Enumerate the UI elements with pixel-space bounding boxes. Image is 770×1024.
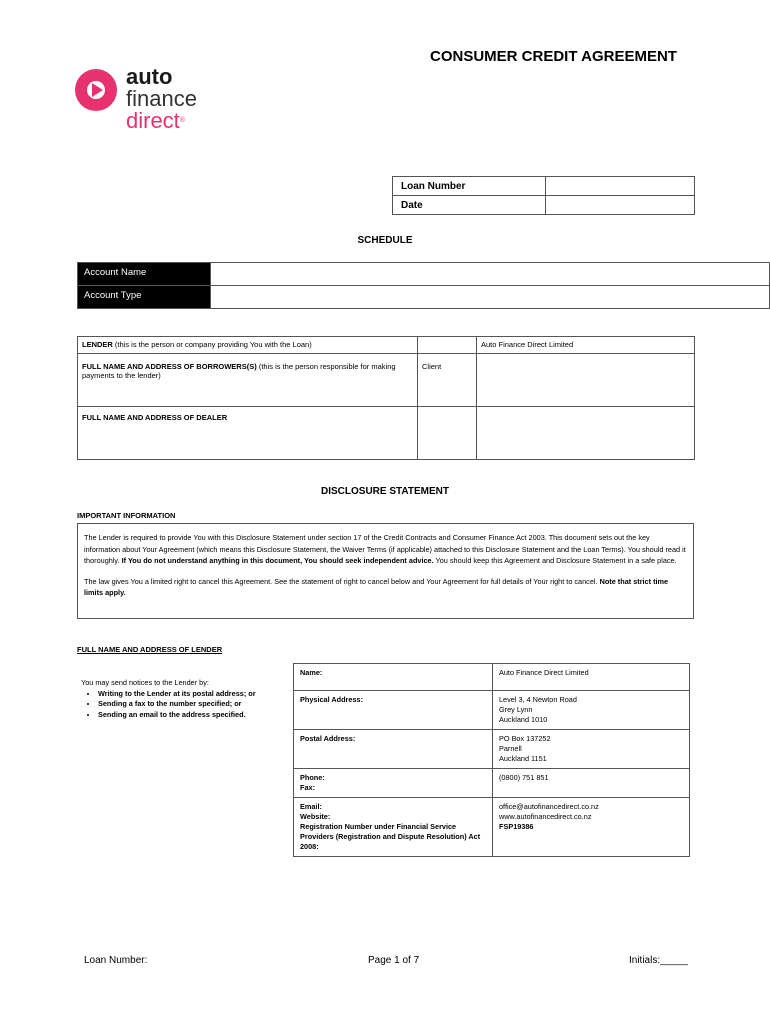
contact-values: [493, 798, 690, 857]
dealer-field[interactable]: [477, 407, 695, 460]
account-type-field[interactable]: [210, 286, 769, 309]
lender-value: Auto Finance Direct Limited: [477, 337, 695, 354]
postal-address-line: Parnell: [499, 744, 522, 753]
physical-address-line: Auckland 1010: [499, 715, 548, 724]
account-table: [77, 262, 770, 309]
account-name-field[interactable]: [210, 263, 769, 286]
disclosure-paragraph-2: The law gives You a limited right to cancel this Agreement. See the statement of right to cancel below and Your Agreement for full details of Your right to cancel. Note that strict time limits apply.: [84, 576, 669, 597]
logo-line-auto: auto: [126, 64, 173, 89]
registered-mark: ®: [179, 117, 185, 124]
lender-name-label: Name:: [294, 664, 493, 691]
postal-address-value: [493, 730, 690, 769]
important-info-heading: IMPORTANT INFORMATION: [77, 511, 176, 520]
borrower-label-cell: FULL NAME AND ADDRESS OF BORROWERS(S) (this is the person responsible for making payments to the lender): [78, 354, 418, 407]
lender-label-cell: LENDER (this is the person or company providing You with the Loan): [78, 337, 418, 354]
important-info-box: [77, 523, 694, 619]
lender-details-table: [293, 663, 690, 857]
loan-number-field[interactable]: [546, 177, 695, 196]
dealer-label-cell: FULL NAME AND ADDRESS OF DEALER: [78, 407, 418, 460]
date-label: Date: [393, 196, 546, 215]
registration-value: FSP19386: [499, 822, 534, 831]
disclosure-paragraph-1: The Lender is required to provide You with this Disclosure Statement under section 17 of the Credit Contracts and Consumer Finance Act 2003. This document sets out the key information about Your Agreement (which means this Disclosure Statement, the Waiver Terms (if applicable) attached to this Disclosure Statement and the Loan Terms). You should read it thoroughly. If You do not understand anything in this document, You should seek independent advice. You should keep this Agreement and Disclosure Statement in a safe place.: [84, 533, 686, 565]
physical-address-line: Level 3, 4 Newton Road: [499, 695, 577, 704]
loan-number-label: Loan Number: [393, 177, 546, 196]
company-logo: [74, 66, 224, 138]
lender-name-value: Auto Finance Direct Limited: [493, 664, 690, 691]
play-logo-icon: [74, 68, 118, 112]
logo-line-direct: direct®: [126, 108, 185, 133]
footer-loan-number: Loan Number:: [84, 955, 148, 966]
email-value[interactable]: office@autofinancedirect.co.nz: [499, 802, 599, 811]
loan-info-table: [392, 176, 695, 215]
footer-initials: Initials:_____: [629, 955, 688, 966]
notice-item: • Writing to the Lender at its postal address; or: [98, 689, 291, 700]
phone-label: Phone:: [300, 773, 325, 782]
notice-item: • Sending an email to the address specified.: [98, 710, 291, 721]
physical-address-value: [493, 691, 690, 730]
date-field[interactable]: [546, 196, 695, 215]
dealer-blank-cell: [418, 407, 477, 460]
notice-methods: [81, 678, 291, 720]
fax-label: Fax:: [300, 783, 316, 792]
account-type-label: Account Type: [78, 286, 211, 309]
contact-labels: [294, 798, 493, 857]
physical-address-line: Grey Lynn: [499, 705, 533, 714]
physical-address-label: Physical Address:: [294, 691, 493, 730]
postal-address-line: Auckland 1151: [499, 754, 547, 763]
document-title: CONSUMER CREDIT AGREEMENT: [430, 48, 677, 65]
borrower-field[interactable]: [477, 354, 695, 407]
website-value[interactable]: www.autofinancedirect.co.nz: [499, 812, 592, 821]
disclosure-heading: DISCLOSURE STATEMENT: [321, 486, 449, 497]
logo-line-finance: finance: [126, 86, 197, 111]
logo-wordmark: [126, 66, 197, 132]
account-name-label: Account Name: [78, 263, 211, 286]
notice-list: [81, 689, 291, 721]
registration-label: Registration Number under Financial Service Providers (Registration and Dispute Resolution) Act 2008:: [300, 822, 481, 851]
borrower-value: Client: [418, 354, 477, 407]
lender-details-heading: FULL NAME AND ADDRESS OF LENDER: [77, 645, 223, 654]
postal-address-line: PO Box 137252: [499, 734, 551, 743]
lender-blank-cell: [418, 337, 477, 354]
schedule-heading: SCHEDULE: [357, 235, 413, 246]
footer-page-number: Page 1 of 7: [368, 955, 420, 966]
email-label: Email:: [300, 802, 322, 811]
notice-item: • Sending a fax to the number specified; or: [98, 699, 291, 710]
website-label: Website:: [300, 812, 331, 821]
phone-fax-label: [294, 769, 493, 798]
notice-intro: You may send notices to the Lender by:: [81, 678, 209, 687]
parties-table: [77, 336, 695, 460]
phone-value: (0800) 751 851: [493, 769, 690, 798]
postal-address-label: Postal Address:: [294, 730, 493, 769]
